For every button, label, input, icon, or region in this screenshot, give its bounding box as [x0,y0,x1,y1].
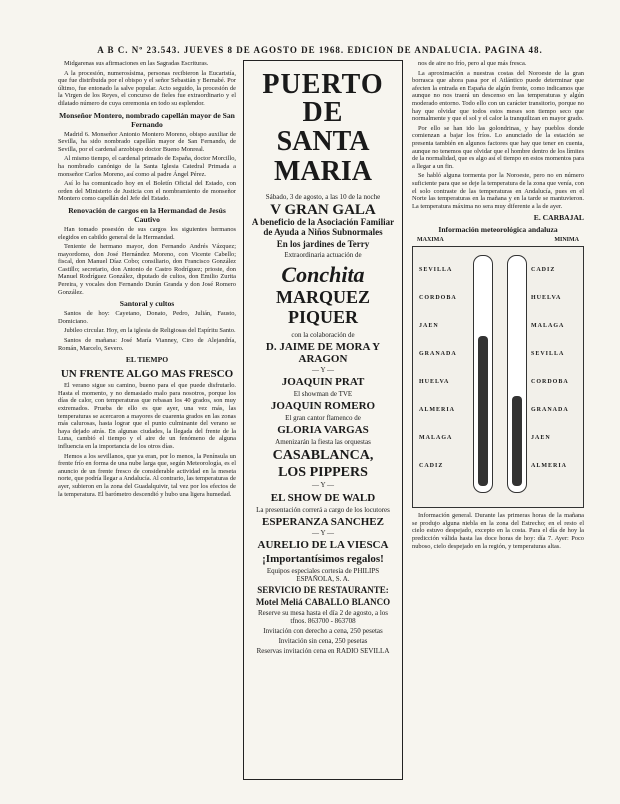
chart-title: Información meteorológica andaluza [438,225,558,235]
ad-orch: Amenizarán la fiesta las orquestas [275,438,371,447]
ad-benefit: A beneficio de la Asociación Familiar de Ayuda a Niños Subnormales [251,216,395,237]
paragraph: Madrid 6. Monseñor Antonio Montero Moreno, obispo auxiliar de Sevilla, ha sido nombrado capellán mayor de San Fernando, de Sevilla, por el cardenal arzobispo doctor Bueno Monreal. [58,130,236,153]
ad-radio: Reservas invitación cena en RADIO SEVILLA [256,647,390,656]
ad-presenter: AURELIO DE LA VIESCA [257,539,389,552]
ad-invite: Invitación sin cena, 250 pesetas [278,637,368,646]
city-label-right: GRANADA [531,407,569,414]
ad-band: EL SHOW DE WALD [270,491,376,504]
page-header: A B C. Nº 23.543. JUEVES 8 DE AGOSTO DE 1968. EDICION DE ANDALUCIA. PAGINA 48. [97,45,543,55]
ad-gala: V GRAN GALA [270,202,376,218]
city-label-right: CADIZ [531,267,556,274]
ad-restaurant: SERVICIO DE RESTAURANTE: [257,585,389,596]
paragraph: Han tomado posesión de sus cargos los siguientes hermanos elegidos en cabildo general de la Hermandad. [58,225,236,241]
ad-separator: — Y — [311,481,335,490]
ad-star-first: Conchita [281,261,365,287]
paragraph: La aproximación a nuestras costas del Noroeste de la gran borrasca que ahora pasa por el Atlántico puede determinar que afecten la entrada en España de algún frente, como indicamos que aunque no nos traerá un descenso en las temperaturas y algún moderado entorno. Todo ello con un carácter transitorio, porque no hay que olvidar que todos estos meses son tiempo seco que normalmente y que el sol y el calor la tranquilizan en mayor grado. [412,69,584,123]
paragraph: Se habló alguna tormenta por la Noroeste, pero no en número suficiente para que se deje la temperatura de la zona que venía, con el solo contraste de las temperaturas en Andalucía, pues en el Norte las temperaturas en la mañana y en la tarde se mantuvieron. La temperatura máxima no sera muy diferente a la de ayer. [412,172,584,210]
signature: E. CARBAJAL [533,213,584,223]
advertisement-column [243,60,403,800]
paragraph: Hemos a los sevillanos, que ya eran, por lo menos, la Península un frente frío en forma de una nube larga que, según Meteorología, es el anuncio de un frente fresco de considerable actividad en la meseta norte, que podría llegar a Andalucía. Al contrario, las temperaturas de ayer, subieron en la zona del Guadalquivir, tal vez por los efectos de la temperatura. El barómetro descendió y hubo una ligera humedad. [58,452,236,498]
ad-prizes: ¡Importantísimos regalos! [262,553,384,566]
ad-reserve: Reserve su mesa hasta el día 2 de agosto, a los tfnos. 863700 - 863708 [257,609,389,626]
ad-collab: con la colaboración de [291,330,355,339]
paragraph: nos de aire no frío, pero al que más fresca. [418,60,527,67]
city-label-right: SEVILLA [531,351,565,358]
headline-santoral: Santoral y cultos [119,299,175,309]
city-label-left: JAEN [419,323,439,330]
headline-hermandad: Renovación de cargos en la Hermandad de Jesús Cautivo [68,205,226,224]
ad-guest-sub: El showman de TVE [293,390,353,399]
city-label-left: MALAGA [419,435,453,442]
ad-separator: — Y — [311,528,335,537]
paragraph: Así lo ha comunicado hoy en el Boletín Oficial del Estado, con orden del Ministerio de Justicia con el nombramiento de monseñor Montero como capellán del Jefe del Estado. [58,180,236,203]
city-label-right: ALMERIA [531,463,568,470]
max-fill [478,336,488,486]
ad-guest: D. JAIME DE MORA Y ARAGON [265,340,381,365]
ad-invite: Invitación con derecho a cena, 250 pesetas [263,627,383,636]
ad-separator: — Y — [311,365,335,374]
paragraph: Teniente de hermano mayor, don Fernando Andrés Vázquez; mayordomo, don José Hernández Moreno, con Vicente Cabello; fiscal, don Manuel Díaz Cobo; consiliario, don Francisco González Castillo; secretario, don Antonio de Castro Rodríguez; prioste, don Manuel Rodríguez González, diputado de cultos, don Emilio Zurita Pereira, y vocales don Fernando Durán Granda y don José Romero González. [58,243,236,296]
ad-equip: Equipos especiales cortesía de PHILIPS ESPAÑOLA, S. A. [266,567,380,584]
max-thermometer [473,255,493,493]
ad-band: CASABLANCA, [272,448,374,464]
ad-presenters: La presentación correrá a cargo de los locutores [256,505,390,514]
min-fill [512,396,522,486]
ad-guest-sub: El gran cantor flamenco de [285,414,361,423]
city-label-left: CADIZ [419,463,444,470]
ad-guest: GLORIA VARGAS [277,424,369,437]
city-label-left: HUELVA [419,379,450,386]
paragraph: Por ello se han ido las golondrinas, y hay pueblos donde comienzan a bajar los fríos. Lo anunciado de la estación se presenta también en algunos factores que hay que tener en cuenta, aunque no tenemos que olvidar que el hombre dentro de los límites de la normalidad, que es algo así el tiempo en estos momentos para a llegar a un fin. [412,124,584,170]
intro-text: Midgarenas sus afirmaciones en las Sagradas Escrituras. [64,60,209,67]
paragraph: Santos de hoy: Cayetano, Donato, Pedro, Julián, Fausto, Domiciano. [58,310,236,325]
headline-tiempo: EL TIEMPO [125,355,169,365]
min-label: MINIMA [554,237,579,244]
gala-advertisement [243,60,403,780]
right-column [412,60,584,800]
paragraph: A la procesión, numerosísima, personas recibieron la Eucaristía, que fue distribuida por el obispo y el señor Sebastián y Bernabé. Por último, fue entonado la salve popular. Acto seguido, la procesión de la Virgen de los Reyes, el concurso de fieles fue extraordinario y el dilatado número de cuya ceremonia en todo su esplendor. [58,69,236,107]
max-label: MAXIMA [417,237,444,244]
city-label-left: ALMERIA [419,407,456,414]
thermometer-chart [412,237,584,508]
paragraph: Santos de mañana: José María Vianney, Ciro de Alejandría, Román, Marcelo, Severo. [58,337,236,352]
ad-guest: JOAQUIN PRAT [281,376,365,389]
paragraph: El verano sigue su camino, bueno para el que puede disfrutarlo. Hasta el momento, y no demasiado malo para nosotros, porque los días de calor, con temperaturas que rebasan los 40 grados, son muy extremados. Prueba de ello es que ayer, una vez más, las temperaturas se acercaron a mayores de cuarenta grados en las zonas más calurosas, hasta lograr que el punto culminante del verano se haya dejado atrás. En algunas ciudades, la llegada del frente de la Luna, cambió el tiempo y el aire de un fenómeno de alguna influencia en la importancia de los otros días. [58,382,236,450]
headline-frente: UN FRENTE ALGO MAS FRESCO [60,368,234,381]
ad-presenter: ESPERANZA SANCHEZ [262,515,384,528]
city-label-right: MALAGA [531,323,565,330]
paragraph: Al mismo tiempo, el cardenal primado de España, doctor Morcillo, ha nombrado canónigo de la Santa Iglesia Catedral Primada a monseñor Carlos Moreno, así como al padre Ángel Pérez. [58,155,236,178]
city-label-left: CORDOBA [419,295,457,302]
left-column [58,60,236,800]
min-thermometer [507,255,527,493]
ad-extra: Extraordinaria actuación de [284,250,362,259]
ad-title-line2: SANTA MARIA [274,126,372,187]
city-label-right: JAEN [531,435,551,442]
city-label-right: HUELVA [531,295,562,302]
ad-title-line1: PUERTO DE [262,69,384,128]
city-label-right: CORDOBA [531,379,569,386]
ad-guest: JOAQUIN ROMERO [270,400,376,413]
ad-date: Sábado, 3 de agosto, a las 10 de la noche [265,193,381,201]
headline-montero: Monseñor Montero, nombrado capellán mayor de San Fernando [59,110,235,129]
paragraph: Jubileo circular. Hoy, en la iglesia de Religiosas del Espíritu Santo. [64,327,236,335]
city-label-left: SEVILLA [419,267,453,274]
ad-band: LOS PIPPERS [278,465,368,481]
city-label-left: GRANADA [419,351,457,358]
ad-star-last: MARQUEZ PIQUER [276,286,370,327]
ad-hotel: Motel Meliá CABALLO BLANCO [255,597,391,608]
weather-note: Información general. Durante las primeras horas de la mañana se produjo alguna niebla en la zona del Estrecho; en el resto el cielo estuvo despejado, excepto en la costa. Para el día de hoy la predicción válida hasta las doce horas de hoy: día 7. Ayer: Poco nuboso, cielo despejado en la región, y temperaturas altas. [412,512,584,550]
ad-venue: En los jardines de Terry [276,238,370,249]
